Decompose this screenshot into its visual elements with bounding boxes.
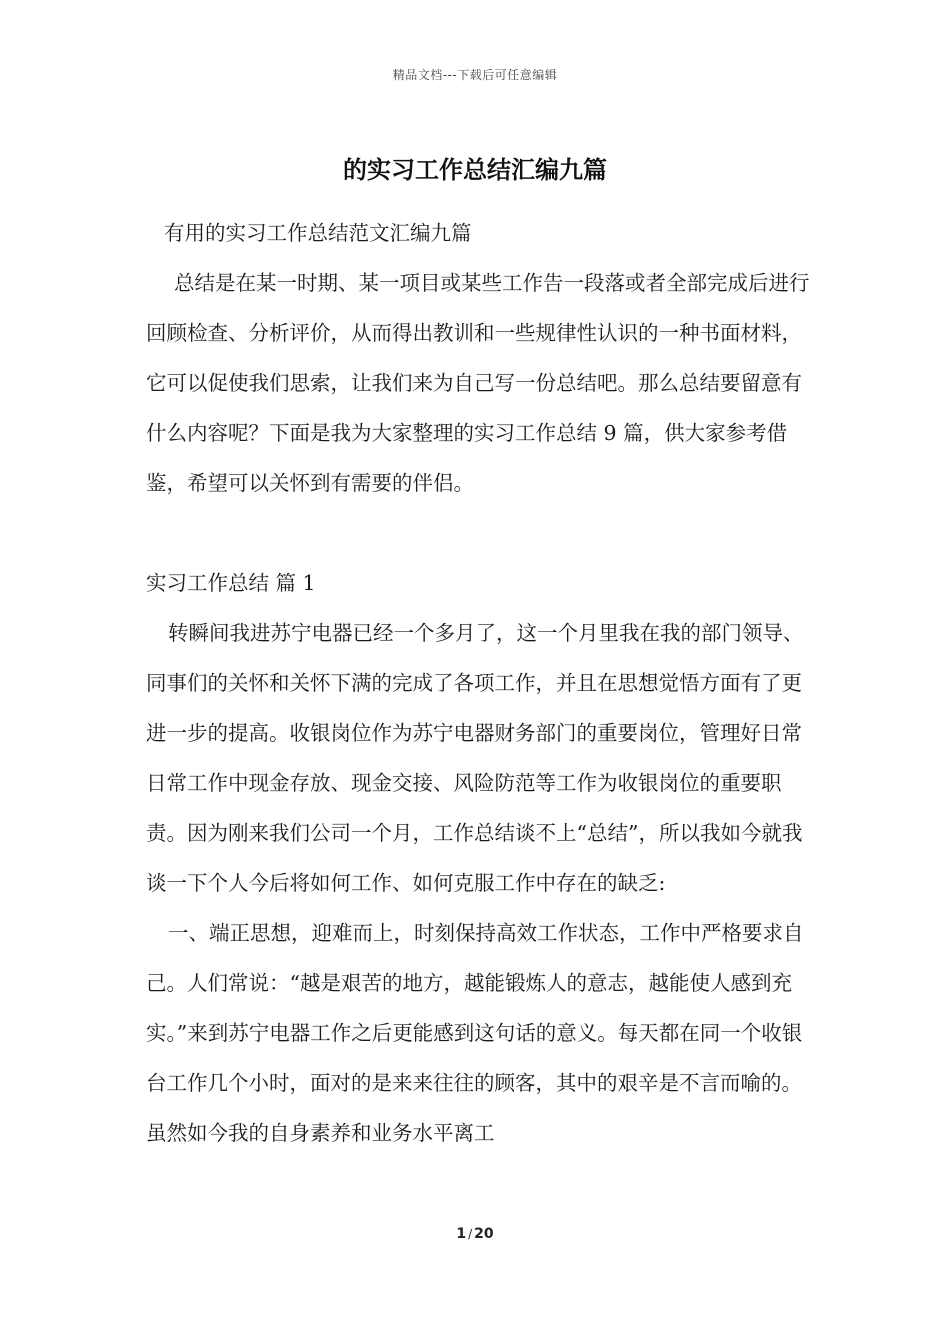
intro-paragraph: 总结是在某一时期、某一项目或某些工作告一段落或者全部完成后进行回顾检查、分析评价，从而得出教训和一些规律性认识的一种书面材料，它可以促使我们思索，让我们来为自己写一份总结吧。那么总结要留意有什么内容呢？下面是我为大家整理的实习工作总结 9 篇，供大家参考借鉴，希望可以关怀到有需要的伴侣。 xyxy=(146,271,810,495)
document-title: 的实习工作总结汇编九篇 xyxy=(343,156,607,184)
section-heading: 实习工作总结 篇 1 xyxy=(146,571,316,595)
section-paragraph-1: 转瞬间我进苏宁电器已经一个多月了，这一个月里我在我的部门领导、同事们的关怀和关怀下满的完成了各项工作，并且在思想觉悟方面有了更进一步的提高。收银岗位作为苏宁电器财务部门的重要岗位，管理好日常日常工作中现金存放、现金交接、风险防范等工作为收银岗位的重要职责。因为刚来我们公司一个月，工作总结谈不上“总结”，所以我如今就我谈一下个人今后将如何工作、如何克服工作中存在的缺乏: xyxy=(146,621,804,895)
page-number-current: 1 xyxy=(456,1226,467,1242)
page-header: 精品文档---下载后可任意编辑 xyxy=(392,68,558,82)
document-subtitle: 有用的实习工作总结范文汇编九篇 xyxy=(164,221,472,245)
document-body xyxy=(146,208,816,1158)
page-number-separator: / xyxy=(468,1227,473,1241)
section-paragraph-2: 一、端正思想，迎难而上，时刻保持高效工作状态，工作中严格要求自己。人们常说：“越是艰苦的地方，越能锻炼人的意志，越能使人感到充实。”来到苏宁电器工作之后更能感到这句话的意义。每天都在同一个收银台工作几个小时，面对的是来来往往的顾客，其中的艰辛是不言而喻的。虽然如今我的自身素养和业务水平离工 xyxy=(146,921,804,1145)
page-number xyxy=(0,1226,950,1242)
page-number-total: 20 xyxy=(474,1226,494,1242)
